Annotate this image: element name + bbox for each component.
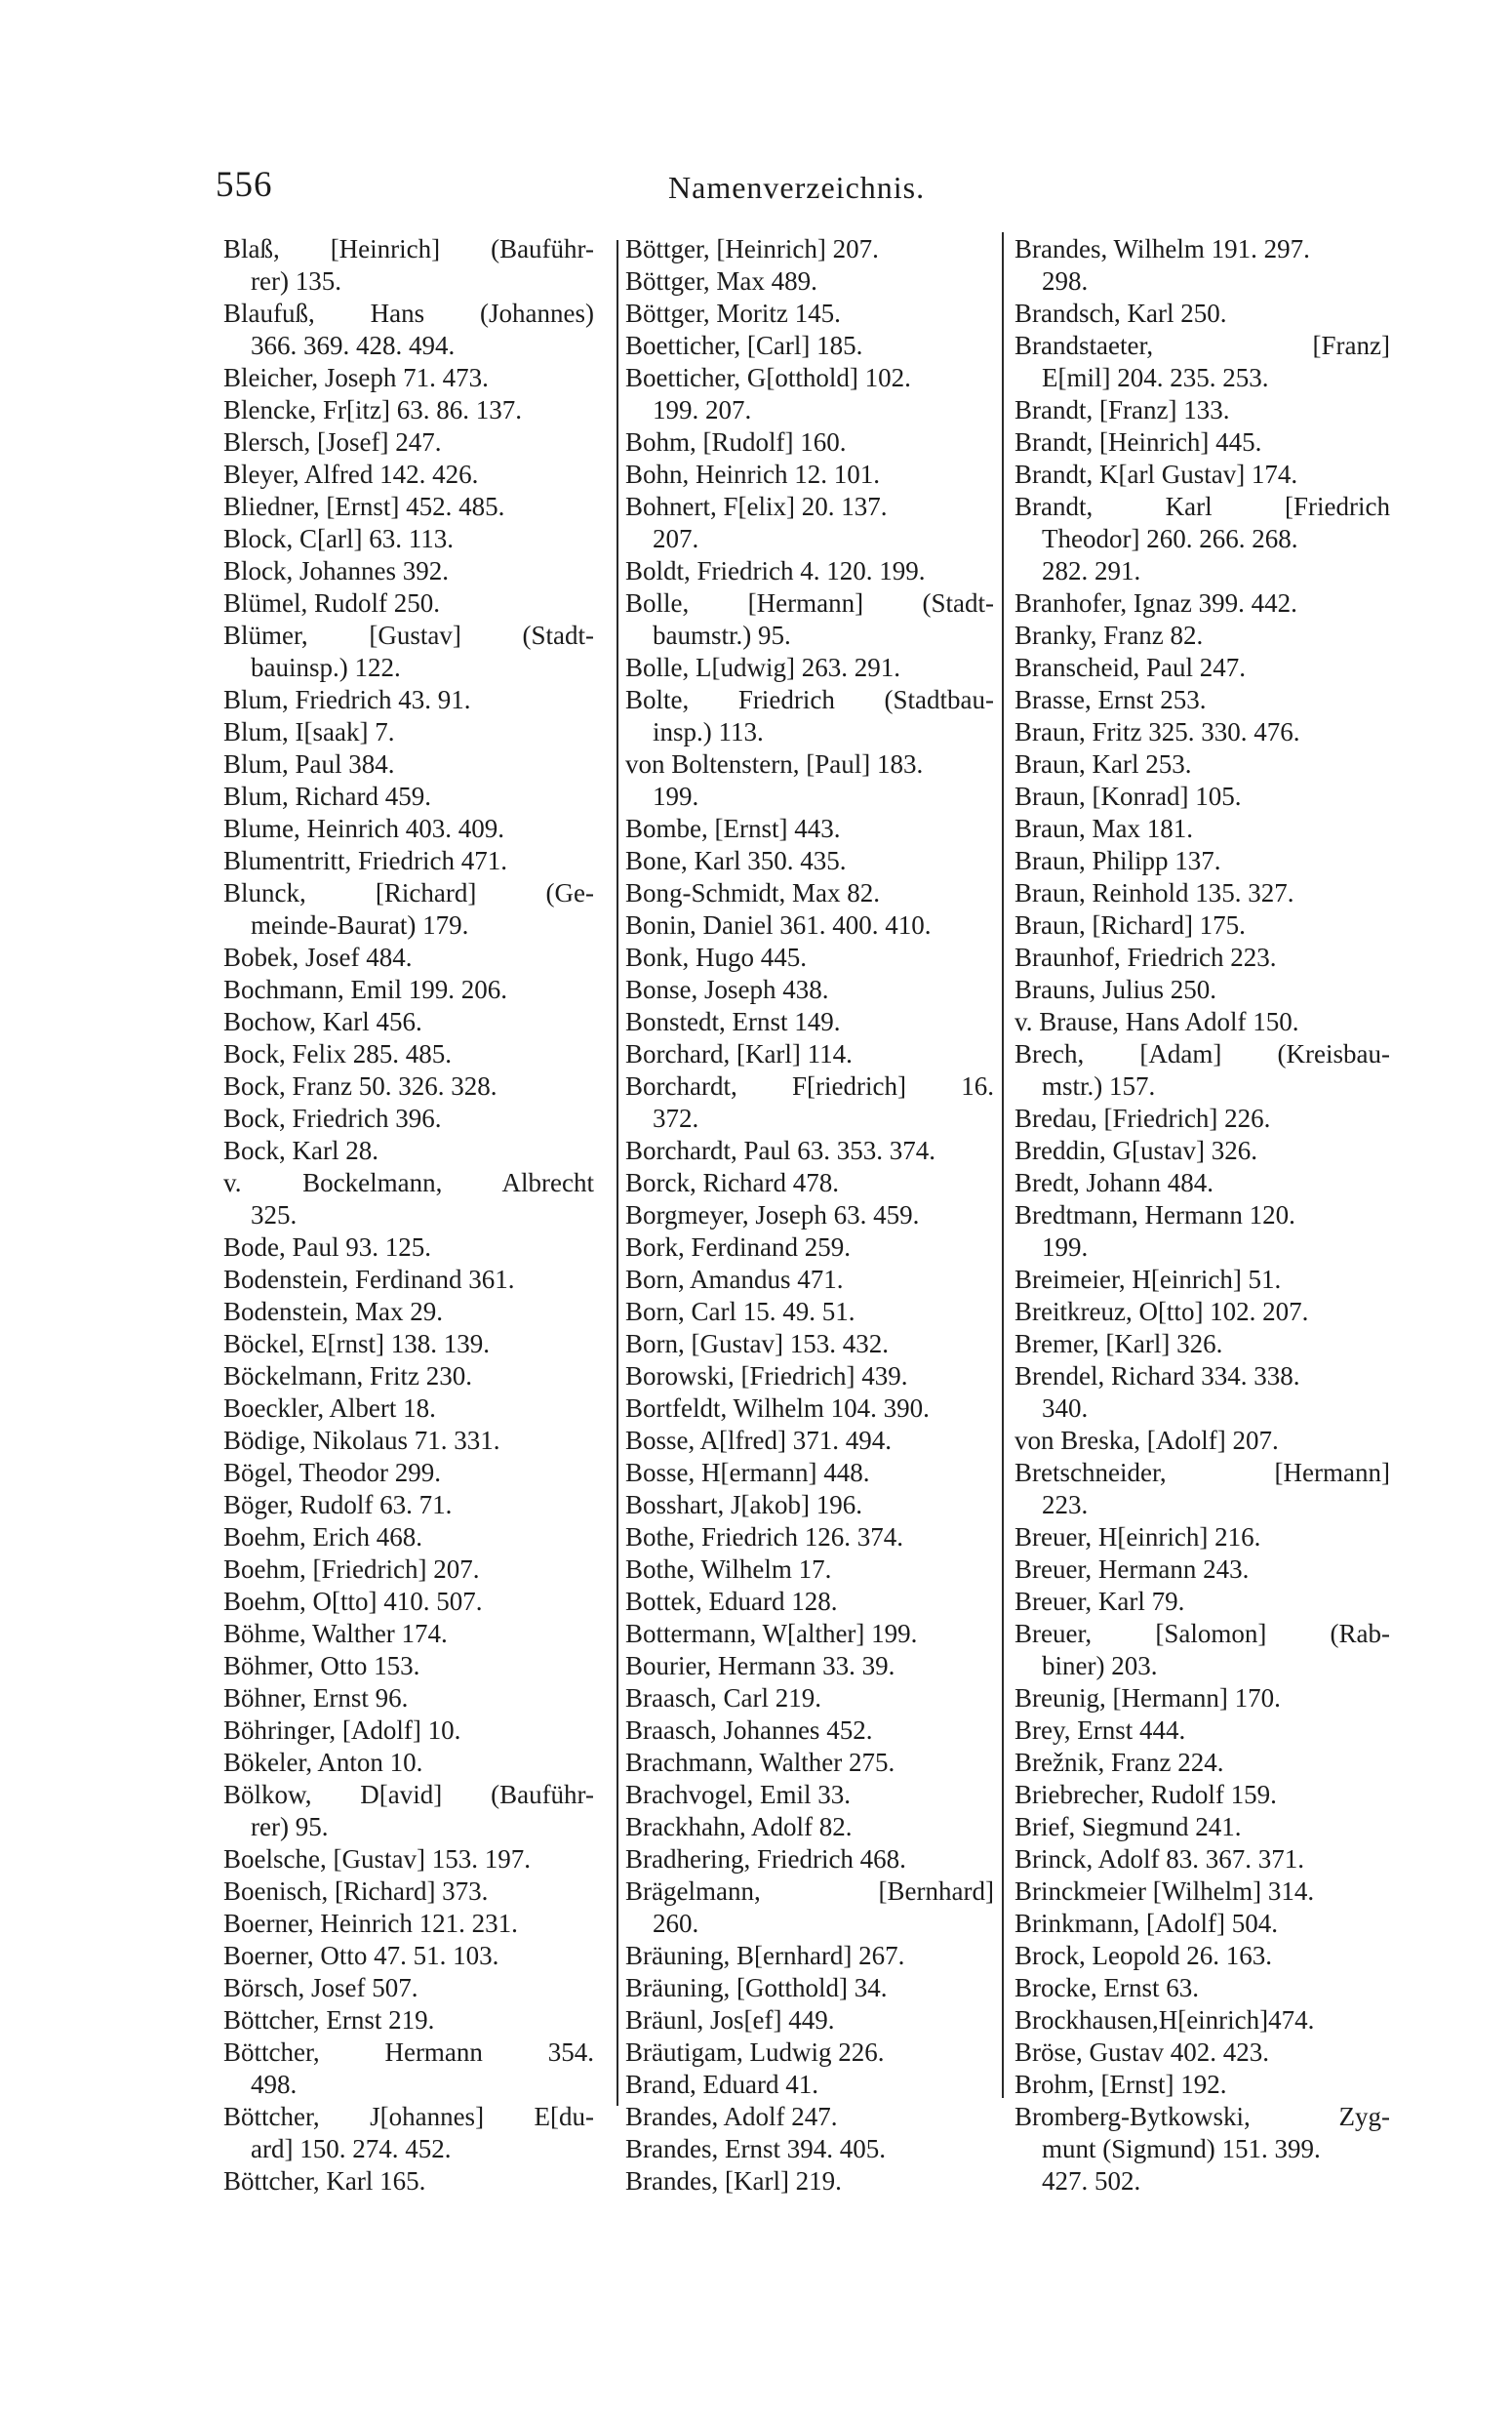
index-entry: Blumentritt, Friedrich 471.: [223, 846, 507, 875]
index-entry: Bliedner, [Ernst] 452. 485.: [223, 492, 505, 521]
column-divider: [617, 240, 618, 2106]
index-entry: Bölkow, D[avid] (Bauführ-: [223, 1780, 594, 1809]
index-entry-continuation: 325.: [251, 1200, 298, 1230]
index-entry: Brägelmann, [Bernhard]: [625, 1876, 994, 1906]
index-entry-continuation: Theodor] 260. 266. 268.: [1042, 524, 1298, 553]
index-entry: Börsch, Josef 507.: [223, 1973, 418, 2002]
index-entry: Bode, Paul 93. 125.: [223, 1232, 431, 1262]
index-entry: Braasch, Carl 219.: [625, 1683, 821, 1713]
index-entry: Boerner, Otto 47. 51. 103.: [223, 1941, 499, 1970]
index-entry: Brech, [Adam] (Kreisbau-: [1015, 1039, 1390, 1069]
index-entry: Braun, Philipp 137.: [1015, 846, 1221, 875]
index-entry-continuation: 372.: [653, 1104, 699, 1133]
index-entry: Bombe, [Ernst] 443.: [625, 814, 841, 843]
index-entry: Böttger, Max 489.: [625, 266, 817, 296]
index-entry: Bong-Schmidt, Max 82.: [625, 878, 880, 908]
index-entry: Brauns, Julius 250.: [1015, 975, 1217, 1004]
index-entry-continuation: mstr.) 157.: [1042, 1071, 1156, 1101]
index-entry: Blümer, [Gustav] (Stadt-: [223, 621, 594, 650]
index-entry: Brocke, Ernst 63.: [1015, 1973, 1199, 2002]
index-entry: Böhringer, [Adolf] 10.: [223, 1715, 461, 1745]
index-entry: Breuer, H[einrich] 216.: [1015, 1522, 1261, 1552]
index-entry: Bödige, Nikolaus 71. 331.: [223, 1426, 500, 1455]
index-entry: Brandt, [Franz] 133.: [1015, 395, 1230, 424]
index-entry: Borchardt, Paul 63. 353. 374.: [625, 1136, 935, 1165]
index-entry: Brinkmann, [Adolf] 504.: [1015, 1909, 1278, 1938]
index-entry: Bräuning, B[ernhard] 267.: [625, 1941, 905, 1970]
index-entry: Bohn, Heinrich 12. 101.: [625, 460, 880, 489]
index-entry: Böger, Rudolf 63. 71.: [223, 1490, 453, 1519]
index-entry: Brandes, [Karl] 219.: [625, 2166, 842, 2196]
index-entry-continuation: 207.: [653, 524, 699, 553]
index-entry: Bottermann, W[alther] 199.: [625, 1619, 918, 1648]
index-entry: Brandes, Adolf 247.: [625, 2102, 838, 2131]
index-entry: Boenisch, [Richard] 373.: [223, 1876, 489, 1906]
index-entry: Bodenstein, Ferdinand 361.: [223, 1265, 515, 1294]
index-entry: Breunig, [Hermann] 170.: [1015, 1683, 1281, 1713]
index-entry: Braun, Max 181.: [1015, 814, 1193, 843]
index-entry-continuation: rer) 135.: [251, 266, 341, 296]
index-entry: Blunck, [Richard] (Ge-: [223, 878, 594, 908]
index-entry: Brey, Ernst 444.: [1015, 1715, 1186, 1745]
index-entry: Boetticher, G[otthold] 102.: [625, 363, 911, 392]
index-entry: Brandes, Ernst 394. 405.: [625, 2134, 886, 2163]
index-entry: Bredtmann, Hermann 120.: [1015, 1200, 1295, 1230]
index-entry: Brandes, Wilhelm 191. 297.: [1015, 234, 1310, 263]
index-entry: v. Brause, Hans Adolf 150.: [1015, 1007, 1299, 1036]
index-entry-continuation: munt (Sigmund) 151. 399.: [1042, 2134, 1321, 2163]
index-entry: Bolle, [Hermann] (Stadt-: [625, 588, 994, 618]
index-entry: Bohm, [Rudolf] 160.: [625, 427, 847, 457]
index-entry: Brock, Leopold 26. 163.: [1015, 1941, 1272, 1970]
index-entry: Brachvogel, Emil 33.: [625, 1780, 851, 1809]
index-entry: Braun, Reinhold 135. 327.: [1015, 878, 1294, 908]
index-entry: Bork, Ferdinand 259.: [625, 1232, 851, 1262]
column-divider: [1002, 232, 1004, 2098]
index-entry: Borck, Richard 478.: [625, 1168, 839, 1197]
index-entry: Borowski, [Friedrich] 439.: [625, 1361, 908, 1391]
index-entry: Blümel, Rudolf 250.: [223, 588, 440, 618]
index-entry: Bretschneider, [Hermann]: [1015, 1458, 1390, 1487]
index-entry: Bonk, Hugo 445.: [625, 943, 808, 972]
index-entry: Borchardt, F[riedrich] 16.: [625, 1071, 994, 1101]
index-entry-continuation: 340.: [1042, 1393, 1089, 1423]
index-entry: Brasse, Ernst 253.: [1015, 685, 1207, 714]
index-entry: Branscheid, Paul 247.: [1015, 653, 1246, 682]
index-entry: Boerner, Heinrich 121. 231.: [223, 1909, 518, 1938]
index-entry: Breuer, Hermann 243.: [1015, 1554, 1250, 1584]
index-entry-continuation: insp.) 113.: [653, 717, 764, 746]
index-entry: Branky, Franz 82.: [1015, 621, 1204, 650]
index-entry-continuation: 298.: [1042, 266, 1089, 296]
index-entry: Brand, Eduard 41.: [625, 2070, 818, 2099]
index-entry: Bolle, L[udwig] 263. 291.: [625, 653, 900, 682]
index-entry: Blaufuß, Hans (Johannes): [223, 299, 594, 328]
index-entry-continuation: 282. 291.: [1042, 556, 1141, 585]
index-entry: Borchard, [Karl] 114.: [625, 1039, 853, 1069]
index-entry: Briebrecher, Rudolf 159.: [1015, 1780, 1277, 1809]
index-entry: Böhner, Ernst 96.: [223, 1683, 409, 1713]
index-entry-continuation: 498.: [251, 2070, 298, 2099]
index-entry: Bräunl, Jos[ef] 449.: [625, 2005, 835, 2035]
index-entry: v. Bockelmann, Albrecht: [223, 1168, 594, 1197]
index-entry: Boetticher, [Carl] 185.: [625, 331, 863, 360]
index-entry-continuation: rer) 95.: [251, 1812, 329, 1841]
index-entry: Bock, Friedrich 396.: [223, 1104, 442, 1133]
index-entry: Bleyer, Alfred 142. 426.: [223, 460, 479, 489]
index-entry: Brandt, Karl [Friedrich: [1015, 492, 1390, 521]
index-entry: Böttcher, Hermann 354.: [223, 2037, 594, 2067]
index-entry: Böckelmann, Fritz 230.: [223, 1361, 472, 1391]
index-entry: Bock, Felix 285. 485.: [223, 1039, 452, 1069]
index-entry: Bourier, Hermann 33. 39.: [625, 1651, 895, 1680]
index-entry: Blersch, [Josef] 247.: [223, 427, 442, 457]
index-entry: Boehm, O[tto] 410. 507.: [223, 1587, 483, 1616]
index-entry: Branhofer, Ignaz 399. 442.: [1015, 588, 1297, 618]
index-entry: Born, [Gustav] 153. 432.: [625, 1329, 889, 1358]
index-entry-continuation: 427. 502.: [1042, 2166, 1141, 2196]
page-number: 556: [216, 165, 273, 205]
index-entry: Bochow, Karl 456.: [223, 1007, 422, 1036]
index-entry: Bonin, Daniel 361. 400. 410.: [625, 910, 932, 940]
index-entry: Bonstedt, Ernst 149.: [625, 1007, 841, 1036]
index-entry: Bodenstein, Max 29.: [223, 1297, 443, 1326]
index-entry: Bosshart, J[akob] 196.: [625, 1490, 862, 1519]
index-entry: Brackhahn, Adolf 82.: [625, 1812, 853, 1841]
index-entry: Bothe, Friedrich 126. 374.: [625, 1522, 903, 1552]
index-entry: Bredau, [Friedrich] 226.: [1015, 1104, 1271, 1133]
index-entry: Böttcher, J[ohannes] E[du-: [223, 2102, 594, 2131]
index-entry: Böhmer, Otto 153.: [223, 1651, 420, 1680]
index-entry: Böttger, Moritz 145.: [625, 299, 841, 328]
index-entry: Bökeler, Anton 10.: [223, 1748, 423, 1777]
index-entry: Brandt, [Heinrich] 445.: [1015, 427, 1262, 457]
index-column-3: [1015, 233, 1405, 2198]
index-entry-continuation: 199. 207.: [653, 395, 752, 424]
index-entry: Böttcher, Karl 165.: [223, 2166, 426, 2196]
index-entry-continuation: meinde-Baurat) 179.: [251, 910, 469, 940]
index-entry: Böckel, E[rnst] 138. 139.: [223, 1329, 490, 1358]
index-entry-continuation: 260.: [653, 1909, 699, 1938]
index-entry-continuation: E[mil] 204. 235. 253.: [1042, 363, 1269, 392]
index-entry-continuation: ard] 150. 274. 452.: [251, 2134, 452, 2163]
index-entry: Blum, I[saak] 7.: [223, 717, 395, 746]
index-entry: Borgmeyer, Joseph 63. 459.: [625, 1200, 920, 1230]
index-entry-continuation: biner) 203.: [1042, 1651, 1158, 1680]
index-entry: Braasch, Johannes 452.: [625, 1715, 873, 1745]
index-column-1: [223, 233, 614, 2198]
index-entry: Boeckler, Albert 18.: [223, 1393, 436, 1423]
index-entry: Bock, Franz 50. 326. 328.: [223, 1071, 497, 1101]
index-entry-continuation: 199.: [1042, 1232, 1089, 1262]
index-entry: Born, Carl 15. 49. 51.: [625, 1297, 855, 1326]
index-entry: Bremer, [Karl] 326.: [1015, 1329, 1223, 1358]
index-entry: Böttger, [Heinrich] 207.: [625, 234, 879, 263]
index-entry: Böhme, Walther 174.: [223, 1619, 448, 1648]
index-entry: Bleicher, Joseph 71. 473.: [223, 363, 489, 392]
index-entry: Bottek, Eduard 128.: [625, 1587, 838, 1616]
index-entry: Breddin, G[ustav] 326.: [1015, 1136, 1257, 1165]
index-entry: Bosse, H[ermann] 448.: [625, 1458, 870, 1487]
index-entry: Braunhof, Friedrich 223.: [1015, 943, 1277, 972]
index-entry: Breuer, [Salomon] (Rab-: [1015, 1619, 1390, 1648]
index-entry: Brohm, [Ernst] 192.: [1015, 2070, 1227, 2099]
index-entry: Bobek, Josef 484.: [223, 943, 413, 972]
index-entry: Brežnik, Franz 224.: [1015, 1748, 1224, 1777]
index-entry: Bochmann, Emil 199. 206.: [223, 975, 507, 1004]
index-entry: Bonse, Joseph 438.: [625, 975, 829, 1004]
index-entry: von Boltenstern, [Paul] 183.: [625, 749, 924, 779]
index-entry: Bothe, Wilhelm 17.: [625, 1554, 832, 1584]
index-entry-continuation: 223.: [1042, 1490, 1089, 1519]
index-entry: von Breska, [Adolf] 207.: [1015, 1426, 1279, 1455]
index-entry: Breuer, Karl 79.: [1015, 1587, 1185, 1616]
index-entry: Bromberg-Bytkowski, Zyg-: [1015, 2102, 1390, 2131]
index-entry: Bosse, A[lfred] 371. 494.: [625, 1426, 892, 1455]
index-entry: Brinck, Adolf 83. 367. 371.: [1015, 1844, 1304, 1874]
index-entry: Blum, Friedrich 43. 91.: [223, 685, 471, 714]
index-entry-continuation: bauinsp.) 122.: [251, 653, 401, 682]
index-entry: Block, C[arl] 63. 113.: [223, 524, 454, 553]
index-entry: Boehm, Erich 468.: [223, 1522, 422, 1552]
index-entry: Breimeier, H[einrich] 51.: [1015, 1265, 1282, 1294]
index-entry: Braun, [Konrad] 105.: [1015, 782, 1242, 811]
index-entry: Böttcher, Ernst 219.: [223, 2005, 435, 2035]
index-entry: Brandstaeter, [Franz]: [1015, 331, 1390, 360]
index-entry-continuation: 366. 369. 428. 494.: [251, 331, 456, 360]
index-entry-continuation: 199.: [653, 782, 699, 811]
index-entry: Blume, Heinrich 403. 409.: [223, 814, 504, 843]
index-entry: Boelsche, [Gustav] 153. 197.: [223, 1844, 531, 1874]
index-entry: Bolte, Friedrich (Stadtbau-: [625, 685, 994, 714]
index-entry: Bräutigam, Ludwig 226.: [625, 2037, 885, 2067]
index-entry: Boehm, [Friedrich] 207.: [223, 1554, 480, 1584]
index-entry-continuation: baumstr.) 95.: [653, 621, 791, 650]
index-entry: Block, Johannes 392.: [223, 556, 449, 585]
index-entry: Brandt, K[arl Gustav] 174.: [1015, 460, 1298, 489]
index-entry: Brockhausen,H[einrich]474.: [1015, 2005, 1315, 2035]
index-entry: Blum, Paul 384.: [223, 749, 395, 779]
index-entry: Bögel, Theodor 299.: [223, 1458, 441, 1487]
index-entry: Born, Amandus 471.: [625, 1265, 844, 1294]
index-entry: Bone, Karl 350. 435.: [625, 846, 847, 875]
index-entry: Bräuning, [Gotthold] 34.: [625, 1973, 888, 2002]
index-entry: Brandsch, Karl 250.: [1015, 299, 1227, 328]
index-entry: Brachmann, Walther 275.: [625, 1748, 895, 1777]
page-header: Namenverzeichnis.: [668, 170, 926, 205]
index-entry: Bröse, Gustav 402. 423.: [1015, 2037, 1269, 2067]
index-entry: Breitkreuz, O[tto] 102. 207.: [1015, 1297, 1309, 1326]
index-entry: Blum, Richard 459.: [223, 782, 431, 811]
index-entry: Braun, [Richard] 175.: [1015, 910, 1246, 940]
index-entry: Blaß, [Heinrich] (Bauführ-: [223, 234, 594, 263]
index-entry: Brief, Siegmund 241.: [1015, 1812, 1242, 1841]
index-entry: Braun, Karl 253.: [1015, 749, 1192, 779]
index-entry: Boldt, Friedrich 4. 120. 199.: [625, 556, 926, 585]
index-entry: Bohnert, F[elix] 20. 137.: [625, 492, 888, 521]
index-entry: Braun, Fritz 325. 330. 476.: [1015, 717, 1300, 746]
index-entry: Brendel, Richard 334. 338.: [1015, 1361, 1300, 1391]
index-entry: Bredt, Johann 484.: [1015, 1168, 1214, 1197]
index-entry: Bock, Karl 28.: [223, 1136, 378, 1165]
index-entry: Bortfeldt, Wilhelm 104. 390.: [625, 1393, 930, 1423]
index-entry: Brinckmeier [Wilhelm] 314.: [1015, 1876, 1315, 1906]
index-entry: Blencke, Fr[itz] 63. 86. 137.: [223, 395, 522, 424]
index-entry: Bradhering, Friedrich 468.: [625, 1844, 906, 1874]
index-column-2: [625, 233, 1014, 2198]
